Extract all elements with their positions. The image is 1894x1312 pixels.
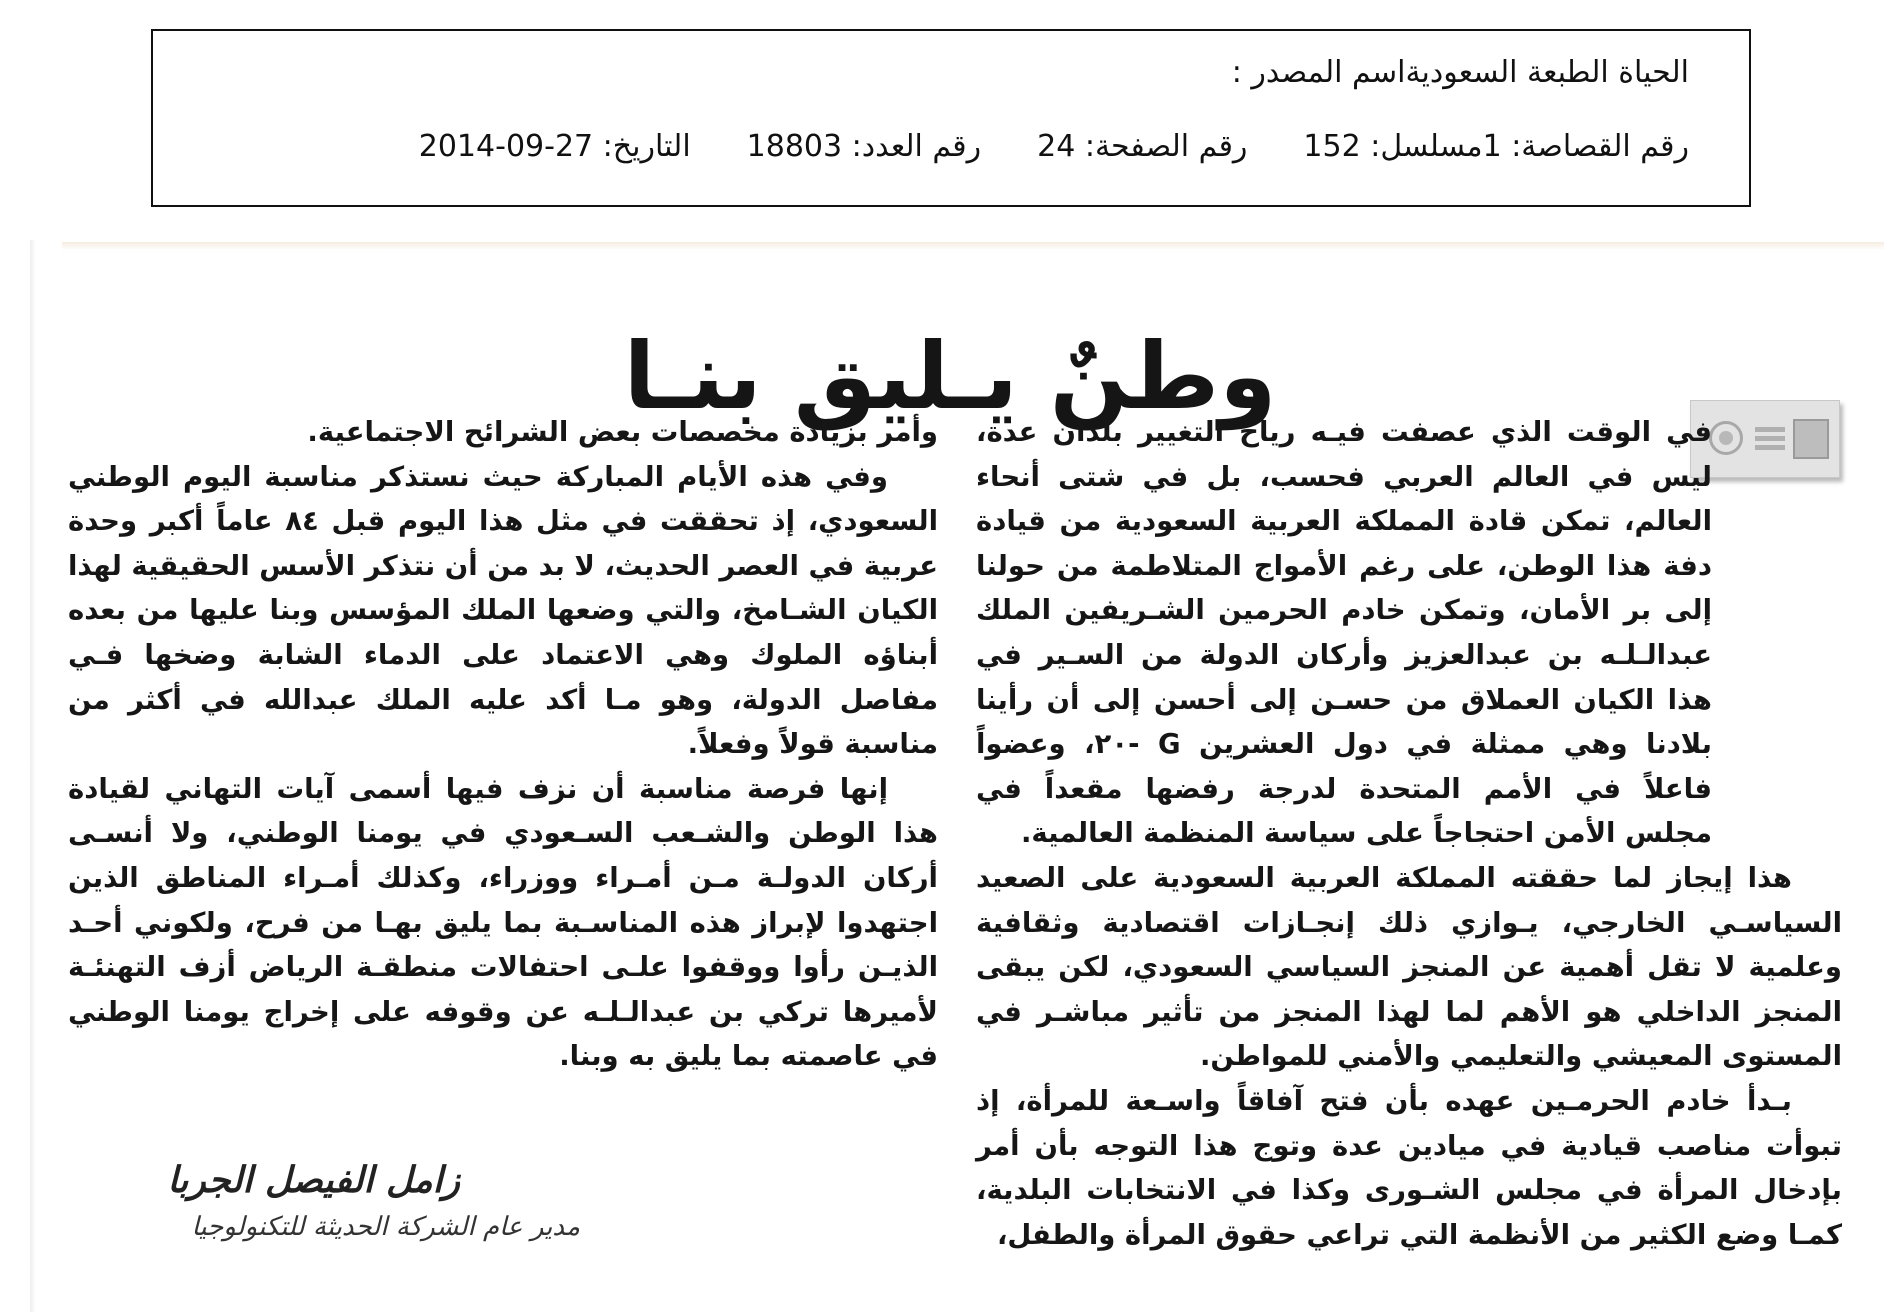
paragraph-4: وأمر بزيادة مخصصات بعض الشرائح الاجتماعية. (307, 416, 938, 448)
source-metadata-box (151, 29, 1751, 207)
clip-number: رقم القصاصة: 1 (1482, 129, 1689, 164)
issue-number: رقم العدد: 18803 (746, 129, 982, 164)
author-title: مدير عام الشركة الحديثة للتكنولوجيا (191, 1212, 580, 1242)
source-value: الحياة الطبعة السعودية (1405, 55, 1689, 90)
article-headline: وطنٌ يـليق بنـا (623, 322, 1277, 430)
meta-row-details (363, 129, 1689, 164)
paragraph-2: هذا إيجاز لما حققته المملكة العربية السعودية على الصعيد السياسـي الخارجي، يـوازي ذلك إنجـازات اقتصادية وثقافية وعلمية لا تقل أهمية عن المنجز السياسي السعودي، لكن يبقى المنجز الداخلي هو الأهم لما لهذا المنجز من تأثير مباشـر في المستوى المعيشي والتعليمي والأمني للمواطن. (976, 861, 1842, 1073)
paragraph-3: بـدأ خادم الحرمـين عهده بأن فتح آفاقاً واسـعة للمرأة، إذ تبوأت مناصب قيادية في ميادين عدة وتوج هذا التوجه بأن أمر بإدخال المرأة في مجلس الشـورى وكذا في الانتخابات البلدية، كمـا وضع الكثير من الأنظمة التي تراعي حقوق المرأة والطفل، (976, 1084, 1842, 1251)
page-number: رقم الصفحة: 24 (1037, 129, 1248, 164)
article-column-left (68, 410, 938, 1079)
paragraph-1: في الوقت الذي عصفت فيـه رياح التغيير بلدان عدة، ليس في العالم العربي فحسب، بل في شتى أنحاء العالم، تمكن قادة المملكة العربية السعودية من قيادة دفة هذا الوطن، على رغم الأمواج المتلاطمة من حولنا إلى بر الأمان، وتمكن خادم الحرمين الشـريفين الملك عبدالـلـه بن عبدالعزيز وأركان الدولة من السـير في هذا الكيان العملاق من حسـن إلى أحسن إلى أن رأينا بلادنا وهي ممثلة في دول العشرين G -٢٠، وعضواً فاعلاً في الأمم المتحدة لدرجة رفضها مقعداً في مجلس الأمن احتجاجاً على سياسة المنظمة العالمية. (976, 416, 1712, 850)
paragraph-5: وفي هذه الأيام المباركة حيث نستذكر مناسبة اليوم الوطني السعودي، إذ تحققت في مثل هذا اليوم قبل ٨٤ عاماً أكبر وحدة عربية في العصر الحديث، لا بد من أن نتذكر الأسس الحقيقية لهذا الكيان الشـامخ، والتي وضعها الملك المؤسس وبنا عليها من بعده أبناؤه الملوك وهي الاعتماد على الدماء الشابة وضخها فـي مفاصل الدولة، وهو مـا أكد عليه الملك عبدالله في أكثر من مناسبة قولاً وفعلاً. (68, 460, 938, 761)
meta-row-source (1082, 55, 1689, 90)
paragraph-6: إنها فرصة مناسبة أن نزف فيها أسمى آيات التهاني لقيادة هذا الوطن والشـعب السـعودي في يومنا الوطني، ولا أنسـى أركان الدولـة مـن أمـراء ووزراء، وكذلك أمـراء المناطق الذين اجتهدوا لإبراز هذه المناسـبة بما يليق بهـا من فرح، ولكوني أحـد الذيـن رأوا ووقفوا علـى احتفالات منطقـة الرياض أزف التهنئـة لأميرها تركي بن عبدالـلـه عن وقوفه على إخراج يومنا الوطني في عاصمته بما يليق به وبنا. (68, 772, 938, 1073)
author-name: زامل الفيصل الجربا (167, 1160, 460, 1201)
serial-number: مسلسل: 152 (1303, 129, 1483, 164)
article-column-right (976, 410, 1842, 1257)
clipping-top-edge (62, 242, 1884, 250)
date-field: التاريخ: 27-09-2014 (418, 129, 691, 164)
source-label: اسم المصدر : (1231, 55, 1406, 90)
